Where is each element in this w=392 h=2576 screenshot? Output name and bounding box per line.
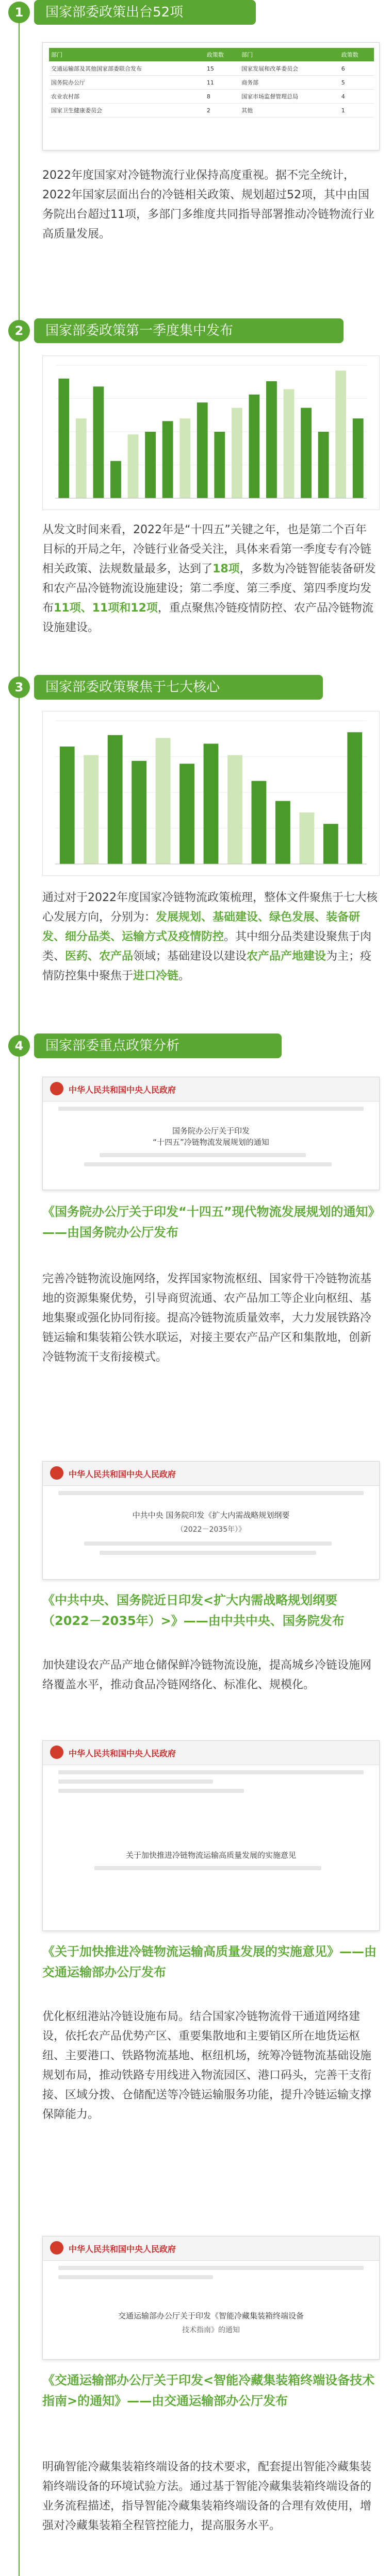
site-name: 中华人民共和国中央人民政府 (69, 2244, 176, 2254)
chart-bar (84, 755, 99, 864)
table-row (49, 104, 374, 117)
table-cell: 4 (339, 90, 374, 104)
chart-bar (353, 418, 364, 498)
chart-bar (132, 761, 146, 864)
section-number-badge: 2 (8, 320, 30, 342)
divider (58, 1770, 364, 1774)
chart-bar (252, 781, 267, 864)
section-number-badge: 1 (8, 2, 30, 23)
quarterly-bar-chart-box (42, 355, 380, 510)
section-3-paragraph (42, 888, 378, 986)
policy-document-screenshot (42, 1077, 380, 1190)
document-title: 国务院办公厅关于印发 “十四五”冷链物流发展规划的通知 (153, 1126, 269, 1147)
paragraph-text: 通过对于2022年度国家冷链物流政策梳理，整体文件聚焦于七大核心发展方向，分别为： (42, 891, 378, 924)
chart-bar (128, 434, 139, 498)
divider (58, 2266, 364, 2270)
chart-bar (284, 389, 295, 498)
section-title-bar (34, 0, 256, 25)
chart-bar (197, 402, 208, 498)
chart-bar (301, 408, 312, 498)
paragraph-text: 领域；基础建设以建设 (133, 950, 247, 963)
document-title: 交通运输部办公厅关于印发《智能冷藏集装箱终端设备 (118, 2311, 304, 2320)
national-emblem-icon (50, 1082, 63, 1095)
highlight-text: 医药、农产品 (65, 950, 134, 963)
chart-bar (108, 735, 123, 864)
table-cell: 1 (339, 104, 374, 117)
paragraph-text: 从发文时间来看，2022年是“十四五”关键之年，也是第二个百年目标的开局之年，冷链行业备受关注，具体来看第一季度专有冷链相关政策、法规数量最多，达到了 (42, 523, 372, 575)
table-cell: 2 (205, 104, 239, 117)
department-table (49, 48, 374, 117)
document-summary: 优化枢纽港站冷链设施布局。结合国家冷链物流骨干通道网络建设，依托农产品优势产区、重要集散地和主要销区所在地货运枢纽、主要港口、铁路物流基地、枢纽机场，统筹冷链物流基础设施规划布局，推动铁路专用线进入物流园区、港口码头，完善干支衔接、区域分拨、仓储配送等冷链运输服务功能，提升冷链运输支撑保障能力。 (42, 2010, 372, 2121)
chart-bar (214, 432, 225, 498)
divider (100, 1551, 316, 1555)
table-header-row (49, 48, 374, 62)
section-title-bar (34, 318, 344, 343)
chart-bar (335, 370, 346, 498)
table-cell: 5 (339, 76, 374, 90)
document-header (43, 1462, 379, 1486)
chart-bar (347, 732, 362, 864)
paragraph-text: ，多数为冷链智能装备研发和农产品冷链物流设施建设；第二季度、第三季度、第四季度均发布 (42, 563, 376, 615)
table-cell: 6 (339, 62, 374, 76)
highlight-text: 发展规划、基础建设、绿色发展、装备研发、细分品类、运输方式及疫情防控 (42, 911, 361, 943)
document-caption: 《中共中央、国务院近日印发<扩大内需战略规划纲要（2022－2035年）>》——由中共中央、国务院发布 (42, 1593, 345, 1628)
table-cell: 国家市场监督管理总局 (239, 90, 339, 104)
core-direction-bar-chart (43, 711, 379, 875)
document-subtitle: （2022－2035年）》 (176, 1526, 246, 1534)
timeline-line (19, 10, 20, 2576)
table-cell: 国家发展和改革委员会 (239, 62, 339, 76)
chart-bar (58, 379, 69, 498)
table-cell: 交通运输部及其他国家部委联合发布 (49, 62, 205, 76)
chart-bar (318, 432, 329, 498)
table-cell: 商务部 (239, 76, 339, 90)
table-cell: 15 (205, 62, 239, 76)
table-cell: 国务院办公厅 (49, 76, 205, 90)
highlight-text: 11项、11项和12项 (54, 602, 158, 615)
section-title-bar (34, 675, 323, 700)
chart-bar (227, 755, 242, 864)
table-cell: 国家卫生健康委员会 (49, 104, 205, 117)
highlight-text: 农产品产地建设 (247, 950, 326, 963)
table-header: 部门 (239, 48, 339, 62)
divider (58, 1789, 244, 1793)
table-header: 政策数 (339, 48, 374, 62)
chart-bar (232, 408, 242, 498)
core-direction-bar-chart-box (42, 711, 380, 876)
section-1-paragraph: 2022年度国家对冷链物流行业保持高度重视。据不完全统计，2022年国家层面出台的冷链相关政策、规划超过52项，其中由国务院出台超过11项，多部门多维度共同指导部署推动冷链物流行业高质量发展。 (42, 169, 374, 241)
chart-bar (76, 418, 87, 498)
table-row (49, 76, 374, 90)
policy-document-screenshot (42, 1461, 380, 1580)
department-table-card (42, 42, 380, 150)
document-header (43, 1077, 379, 1101)
chart-bar (266, 381, 277, 498)
paragraph-text: 。其中细分品类建设聚焦于肉类、 (42, 930, 372, 963)
chart-bar (299, 812, 314, 864)
document-summary: 完善冷链物流设施网络，发挥国家物流枢纽、国家骨干冷链物流基地的资源集聚优势，引导商贸流通、农产品加工等企业向枢纽、基地集聚或强化协同衔接。提高冷链物流质量效率，大力发展铁路冷链运输和集装箱公铁水联运，对接主要农产品产区和集散地，创新冷链物流干支衔接模式。 (42, 1273, 372, 1364)
divider (84, 1162, 332, 1166)
chart-bar (110, 461, 121, 498)
chart-bar (145, 432, 156, 498)
document-caption: 《国务院办公厅关于印发“十四五”现代物流发展规划的通知》——由国务院办公厅发布 (42, 1205, 374, 1240)
document-summary: 明确智能冷藏集装箱终端设备的技术要求，配套提出智能冷藏集装箱终端设备的环境试验方法。通过基于智能冷藏集装箱终端设备的业务流程描述，指导智能冷藏集装箱终端设备的合理有效使用，增强对冷藏集装箱全程管控能力，提高服务水平。 (42, 2461, 372, 2532)
chart-bar (93, 386, 104, 498)
section-number-badge: 3 (8, 676, 30, 698)
divider (100, 1153, 306, 1157)
document-header (43, 1741, 379, 1765)
table-row (49, 62, 374, 76)
table-header: 政策数 (205, 48, 239, 62)
table-cell: 8 (205, 90, 239, 104)
table-cell: 11 (205, 76, 239, 90)
chart-bar (275, 801, 290, 864)
document-summary: 加快建设农产品产地仓储保鲜冷链物流设施，提高城乡冷链设施网络覆盖水平，推动食品冷链网络化、标准化、规模化。 (42, 1659, 372, 1691)
section-title: 国家部委政策聚焦于七大核心 (45, 680, 220, 695)
section-title-bar (34, 1033, 282, 1058)
chart-bar (249, 395, 259, 498)
site-name: 中华人民共和国中央人民政府 (69, 1085, 176, 1095)
divider (58, 1780, 213, 1784)
highlight-text: 进口冷链 (133, 970, 179, 982)
national-emblem-icon (50, 1466, 63, 1480)
chart-bar (179, 418, 190, 498)
divider (58, 1107, 364, 1111)
document-title: 中共中央 国务院印发《扩大内需战略规划纲要 (132, 1511, 290, 1520)
paragraph-text: ，重点聚焦冷链疫情防控、农产品冷链物流设施建设。 (42, 602, 373, 634)
table-cell: 其他 (239, 104, 339, 117)
divider (94, 1866, 321, 1870)
quarterly-bar-chart (43, 356, 379, 510)
chart-bar (204, 743, 219, 864)
site-name: 中华人民共和国中央人民政府 (69, 1749, 176, 1758)
divider (58, 2275, 213, 2279)
national-emblem-icon (50, 1745, 63, 1759)
document-caption: 《关于加快推进冷链物流运输高质量发展的实施意见》——由交通运输部办公厅发布 (42, 1944, 377, 1979)
table-cell: 农业农村部 (49, 90, 205, 104)
chart-bar (162, 421, 173, 498)
chart-bar (156, 738, 171, 864)
policy-document-screenshot (42, 1740, 380, 1931)
document-subtitle: 技术指南》的通知 (182, 2326, 240, 2334)
section-title: 国家部委政策第一季度集中发布 (45, 323, 234, 338)
site-name: 中华人民共和国中央人民政府 (69, 1469, 176, 1479)
chart-bar (323, 824, 338, 864)
paragraph-text: 为主；疫情防控集中聚焦于 (42, 950, 372, 982)
national-emblem-icon (50, 2241, 63, 2255)
document-header (43, 2236, 379, 2261)
paragraph-text: 。 (178, 970, 190, 982)
chart-bar (179, 764, 194, 864)
document-caption: 《交通运输部办公厅关于印发<智能冷藏集装箱终端设备技术指南>的通知》——由交通运输部办公厅发布 (42, 2373, 375, 2408)
section-title: 国家部委政策出台52项 (45, 5, 184, 20)
highlight-text: 18项 (213, 563, 240, 575)
section-title: 国家部委重点政策分析 (45, 1038, 180, 1054)
table-header: 部门 (49, 48, 205, 62)
policy-document-screenshot (42, 2236, 380, 2360)
document-title: 关于加快推进冷链物流运输高质量发展的实施意见 (125, 1851, 296, 1860)
chart-bar (60, 747, 75, 864)
table-row (49, 90, 374, 104)
divider (58, 1491, 364, 1495)
section-number-badge: 4 (8, 1035, 30, 1057)
divider (84, 1541, 332, 1546)
section-2-paragraph (42, 520, 378, 638)
